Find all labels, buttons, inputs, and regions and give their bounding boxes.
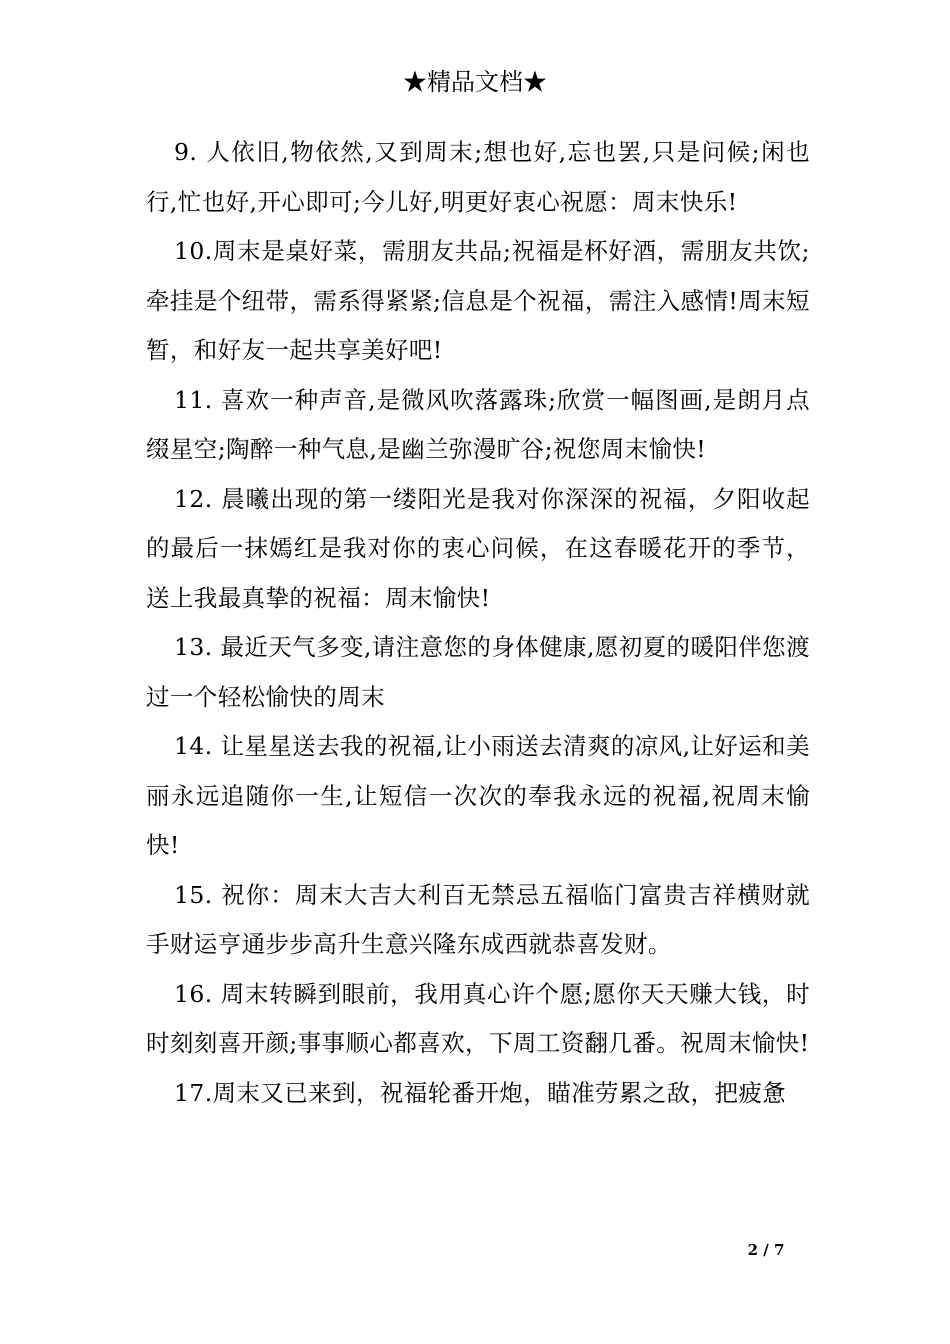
page-header-title: ★精品文档★ [403, 68, 547, 96]
paragraph-17: 17.周末又已来到，祝福轮番开炮，瞄准劳累之敌，把疲惫 [174, 1078, 787, 1107]
paragraph-14: 14. 让星星送去我的祝福,让小雨送去清爽的凉风,让好运和美丽永远追随你一生,让短信一次次的奉我永远的祝福,祝周末愉快! [146, 732, 810, 859]
paragraph-15: 15. 祝你：周末大吉大利百无禁忌五福临门富贵吉祥横财就手财运亨通步步高升生意兴隆东成西就恭喜发财。 [146, 880, 810, 958]
paragraph-16: 16. 周末转瞬到眼前，我用真心许个愿;愿你天天赚大钱，时时刻刻喜开颜;事事顺心都喜欢，下周工资翻几番。祝周末愉快! [146, 979, 810, 1057]
paragraph-12: 12. 晨曦出现的第一缕阳光是我对你深深的祝福，夕阳收起的最后一抹嫣红是我对你的衷心问候，在这春暖花开的季节，送上我最真挚的祝福：周末愉快! [146, 484, 810, 612]
page-number: 2 / 7 [747, 1241, 785, 1259]
paragraph-10: 10.周末是桌好菜，需朋友共品;祝福是杯好酒，需朋友共饮;牵挂是个纽带，需系得紧紧;信息是个祝福，需注入感情!周末短暂，和好友一起共享美好吧! [146, 237, 810, 364]
paragraph-11: 11. 喜欢一种声音,是微风吹落露珠;欣赏一幅图画,是朗月点缀星空;陶醉一种气息,是幽兰弥漫旷谷;祝您周末愉快! [146, 385, 810, 463]
paragraph-9: 9. 人依旧,物依然,又到周末;想也好,忘也罢,只是问候;闲也行,忙也好,开心即可;今儿好,明更好衷心祝愿：周末快乐! [146, 138, 810, 216]
paragraph-13: 13. 最近天气多变,请注意您的身体健康,愿初夏的暖阳伴您渡过一个轻松愉快的周末 [146, 633, 810, 711]
document-body [146, 128, 810, 1118]
